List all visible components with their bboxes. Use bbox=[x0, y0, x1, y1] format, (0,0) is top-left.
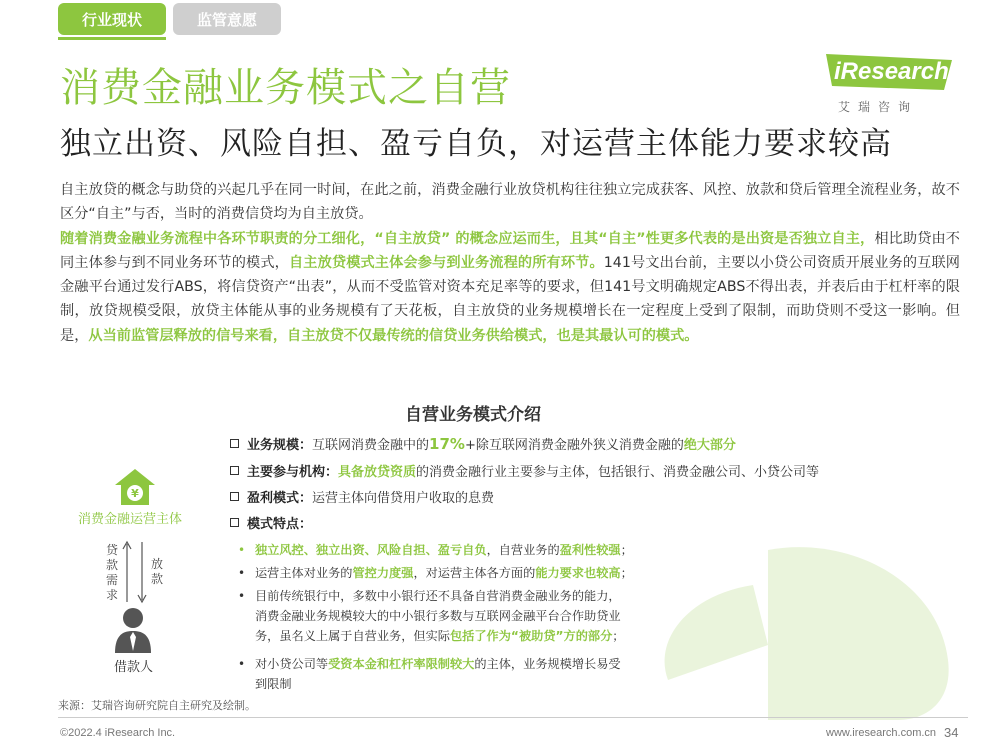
feature-item-2 bbox=[238, 563, 633, 583]
feature-text: 消费金融业务规模较大的中小银行多数与互联网金融平台合作助贷业 bbox=[255, 609, 621, 623]
loan-demand-label: 贷款需求 bbox=[105, 543, 118, 602]
feature-item-1 bbox=[238, 540, 633, 560]
bullet-dot: • bbox=[238, 589, 246, 603]
intro-paragraph bbox=[60, 178, 960, 348]
section-title: 自营业务模式介绍 bbox=[405, 405, 541, 425]
feature-text: ； bbox=[612, 629, 625, 643]
source-note: 来源：艾瑞咨询研究院自主研究及绘制。 bbox=[58, 699, 256, 712]
para-text-2: 相比助贷由不同主体参与到不同业务环节的模式， bbox=[60, 230, 960, 271]
feature-text: 目前传统银行中，多数中小银行还不具备自营消费金融业务的能力， bbox=[255, 589, 621, 603]
para-highlight-1: 随着消费金融业务流程中各环节职责的分工细化，“自主放贷” 的概念应运而生，且其“自主”性更多代表的是出资是否独立自主， bbox=[60, 230, 875, 247]
house-money-icon bbox=[113, 467, 157, 507]
page-number: 34 bbox=[944, 725, 959, 740]
logo-wordmark: iResearch bbox=[834, 58, 949, 85]
bullet-dot: • bbox=[238, 657, 246, 671]
feature-text: 的主体，业务规模增长易受 bbox=[474, 657, 621, 671]
para-highlight-2: 自主放贷模式主体会参与到业务流程的所有环节。 bbox=[288, 254, 604, 271]
feature-highlight: 管控力度强 bbox=[352, 566, 414, 580]
bullet-text: 互联网消费金融中的 bbox=[312, 438, 430, 453]
bullet-key: 主要参与机构： bbox=[247, 465, 339, 480]
checkbox-square-icon bbox=[230, 492, 239, 501]
bullet-highlight: 具备放贷资质 bbox=[338, 465, 417, 480]
bullet-business-scale bbox=[230, 434, 736, 453]
checkbox-square-icon bbox=[230, 518, 239, 527]
bullet-text: 运营主体向借贷用户收取的息费 bbox=[312, 491, 495, 506]
bullet-dot: • bbox=[238, 566, 246, 580]
up-arrow-icon bbox=[122, 540, 132, 604]
bullet-text: +除互联网消费金融外狭义消费金融的 bbox=[464, 438, 684, 453]
bullet-text: 的消费金融行业主要参与主体，包括银行、消费金融公司、小贷公司等 bbox=[416, 465, 820, 480]
checkbox-square-icon bbox=[230, 439, 239, 448]
active-tab-underline bbox=[58, 37, 166, 40]
feature-text: 到限制 bbox=[255, 677, 292, 691]
entity-label: 消费金融运营主体 bbox=[78, 512, 183, 527]
bullet-key: 业务规模： bbox=[247, 438, 313, 453]
feature-highlight: 能力要求也较高 bbox=[535, 566, 621, 580]
feature-highlight: 包括了作为“被助贷”方的部分 bbox=[450, 629, 613, 643]
feature-item-3 bbox=[238, 586, 625, 646]
para-highlight-3: 从当前监管层释放的信号来看，自主放贷不仅最传统的信贷业务供给模式，也是其最认可的模式。 bbox=[88, 327, 699, 344]
borrower-person-icon bbox=[113, 607, 153, 653]
bullet-highlight: 绝大部分 bbox=[683, 438, 736, 453]
feature-highlight: 受资本金和杠杆率限制较大 bbox=[328, 657, 475, 671]
feature-highlight: 独立风控、独立出资、风险自担、盈亏自负 bbox=[255, 543, 487, 557]
feature-text: 务，虽名义上属于自营业务，但实际 bbox=[255, 629, 450, 643]
para-text-3: 141号文出台前，主要以小贷公司资质开展业务的互联网金融平台通过发行ABS，将信贷资产“出表”，从而不受监管对资本充足率等的要求，但141号文明确规定ABS不得出表，并表后由于杠杆率的限制，放贷规模受限，放贷主体能从事的业务规模有了天花板，自主放贷的业务规模增长在一定程度上受到了限制，而助贷则不受这一影响。但是， bbox=[60, 254, 960, 344]
svg-text:¥: ¥ bbox=[131, 487, 139, 500]
decorative-pie-icon bbox=[648, 540, 958, 720]
page-subtitle: 独立出资、风险自担、盈亏自负，对运营主体能力要求较高 bbox=[60, 126, 892, 162]
tab-regulatory-will[interactable]: 监管意愿 bbox=[173, 3, 281, 35]
feature-highlight: 盈利性较强 bbox=[559, 543, 621, 557]
feature-text: ； bbox=[620, 543, 633, 557]
feature-item-4 bbox=[238, 654, 621, 694]
footer-divider bbox=[58, 717, 968, 718]
bullet-profit-model bbox=[230, 487, 494, 506]
website-link[interactable]: www.iresearch.com.cn bbox=[826, 727, 937, 739]
bullet-key: 盈利模式： bbox=[247, 491, 313, 506]
logo-chinese-name: 艾瑞咨询 bbox=[838, 100, 919, 114]
feature-text: ； bbox=[620, 566, 633, 580]
feature-text: ，对运营主体各方面的 bbox=[413, 566, 536, 580]
down-arrow-icon bbox=[137, 540, 147, 604]
checkbox-square-icon bbox=[230, 466, 239, 475]
para-text-1: 自主放贷的概念与助贷的兴起几乎在同一时间，在此之前，消费金融行业放贷机构往往独立完成获客、风控、放款和贷后管理全流程业务，故不区分“自主”与否，当时的消费信贷均为自主放贷。 bbox=[60, 182, 960, 223]
feature-text: 对小贷公司等 bbox=[255, 657, 329, 671]
bullet-key: 模式特点： bbox=[247, 517, 313, 532]
iresearch-logo bbox=[826, 52, 956, 122]
feature-text: 运营主体对业务的 bbox=[255, 566, 353, 580]
borrower-label: 借款人 bbox=[114, 660, 154, 675]
bullet-main-institutions bbox=[230, 461, 819, 480]
bullet-dot: • bbox=[238, 543, 246, 557]
copyright: ©2022.4 iResearch Inc. bbox=[60, 727, 176, 739]
feature-text: ，自营业务的 bbox=[486, 543, 560, 557]
tab-industry-status[interactable]: 行业现状 bbox=[58, 3, 166, 35]
bullet-model-features bbox=[230, 513, 312, 532]
bullet-percentage: 17% bbox=[429, 434, 465, 453]
disbursement-label: 放款 bbox=[150, 557, 163, 586]
page-title: 消费金融业务模式之自营 bbox=[60, 65, 511, 111]
